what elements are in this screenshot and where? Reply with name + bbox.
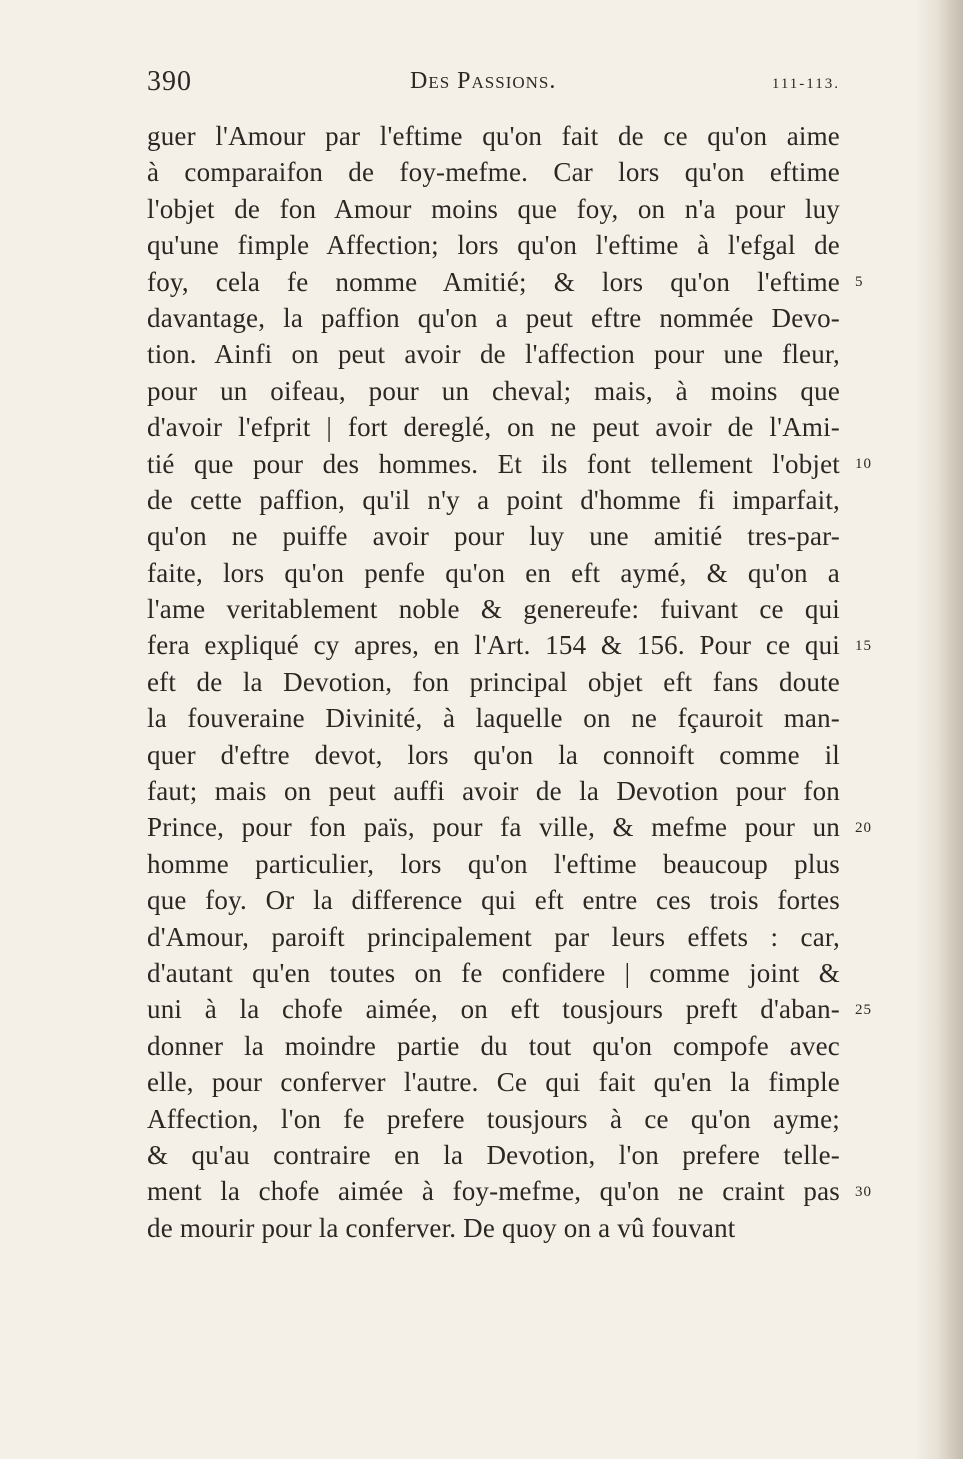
- text-line: ment la chofe aimée à foy-mefme, qu'on ne craint pas: [147, 1176, 840, 1207]
- margin-line-number: 25: [855, 1001, 872, 1018]
- text-line: l'objet de fon Amour moins que foy, on n'a pour luy: [147, 193, 840, 224]
- margin-line-number: 30: [855, 1183, 872, 1200]
- text-line: uni à la chofe aimée, on eft tousjours preft d'aban-: [147, 994, 840, 1025]
- text-line: faut; mais on peut auffi avoir de la Devotion pour fon: [147, 776, 840, 807]
- text-line: qu'une fimple Affection; lors qu'on l'eftime à l'efgal de: [147, 230, 840, 261]
- margin-line-number: 5: [855, 273, 864, 290]
- margin-line-number: 10: [855, 455, 872, 472]
- text-line: que foy. Or la difference qui eft entre ces trois fortes: [147, 885, 840, 916]
- page-header: [147, 66, 840, 106]
- text-line: davantage, la paffion qu'on a peut eftre nommée Devo-: [147, 302, 840, 333]
- text-line: d'autant qu'en toutes on fe confidere | comme joint &: [147, 957, 840, 988]
- body-text: [147, 118, 840, 1246]
- text-line: fera expliqué cy apres, en l'Art. 154 & 156. Pour ce qui: [147, 630, 840, 661]
- text-line: & qu'au contraire en la Devotion, l'on prefere telle-: [147, 1139, 840, 1170]
- text-line: qu'on ne puiffe avoir pour luy une amitié tres-par-: [147, 521, 840, 552]
- text-line: quer d'eftre devot, lors qu'on la connoift comme il: [147, 739, 840, 770]
- text-line: Prince, pour fon païs, pour fa ville, & mefme pour un: [147, 812, 840, 843]
- text-line: de mourir pour la conferver. De quoy on a vû fouvant: [147, 1212, 736, 1243]
- running-title: Des Passions.: [410, 68, 557, 94]
- text-line: guer l'Amour par l'eftime qu'on fait de ce qu'on aime: [147, 121, 840, 151]
- text-line: faite, lors qu'on penfe qu'on en eft aymé, & qu'on a: [147, 557, 840, 588]
- text-line: donner la moindre partie du tout qu'on compofe avec: [147, 1030, 840, 1061]
- text-line: de cette paffion, qu'il n'y a point d'homme fi imparfait,: [147, 484, 840, 515]
- text-line: d'avoir l'efprit | fort dereglé, on ne peut avoir de l'Ami-: [147, 412, 840, 443]
- page-number: 390: [147, 66, 192, 97]
- text-line: eft de la Devotion, fon principal objet eft fans doute: [147, 666, 840, 697]
- text-line: tié que pour des hommes. Et ils font tellement l'objet: [147, 448, 840, 479]
- text-line: pour un oifeau, pour un cheval; mais, à moins que: [147, 375, 840, 406]
- text-line: d'Amour, paroift principalement par leurs effets : car,: [147, 921, 840, 952]
- text-line: la fouveraine Divinité, à laquelle on ne fçauroit man-: [147, 703, 840, 734]
- text-line: l'ame veritablement noble & genereufe: fuivant ce qui: [147, 594, 840, 625]
- text-line: elle, pour conferver l'autre. Ce qui fait qu'en la fimple: [147, 1067, 840, 1098]
- margin-line-number: 15: [855, 637, 872, 654]
- text-line: foy, cela fe nomme Amitié; & lors qu'on l'eftime: [147, 266, 840, 297]
- article-range: 111-113.: [771, 76, 840, 92]
- margin-line-number: 20: [855, 819, 872, 836]
- gutter-shadow: [915, 0, 963, 1459]
- text-line: à comparaifon de foy-mefme. Car lors qu'on eftime: [147, 157, 840, 188]
- text-line: homme particulier, lors qu'on l'eftime beaucoup plus: [147, 848, 840, 879]
- text-line: tion. Ainfi on peut avoir de l'affection pour une fleur,: [147, 339, 840, 370]
- text-line: Affection, l'on fe prefere tousjours à ce qu'on ayme;: [147, 1103, 840, 1134]
